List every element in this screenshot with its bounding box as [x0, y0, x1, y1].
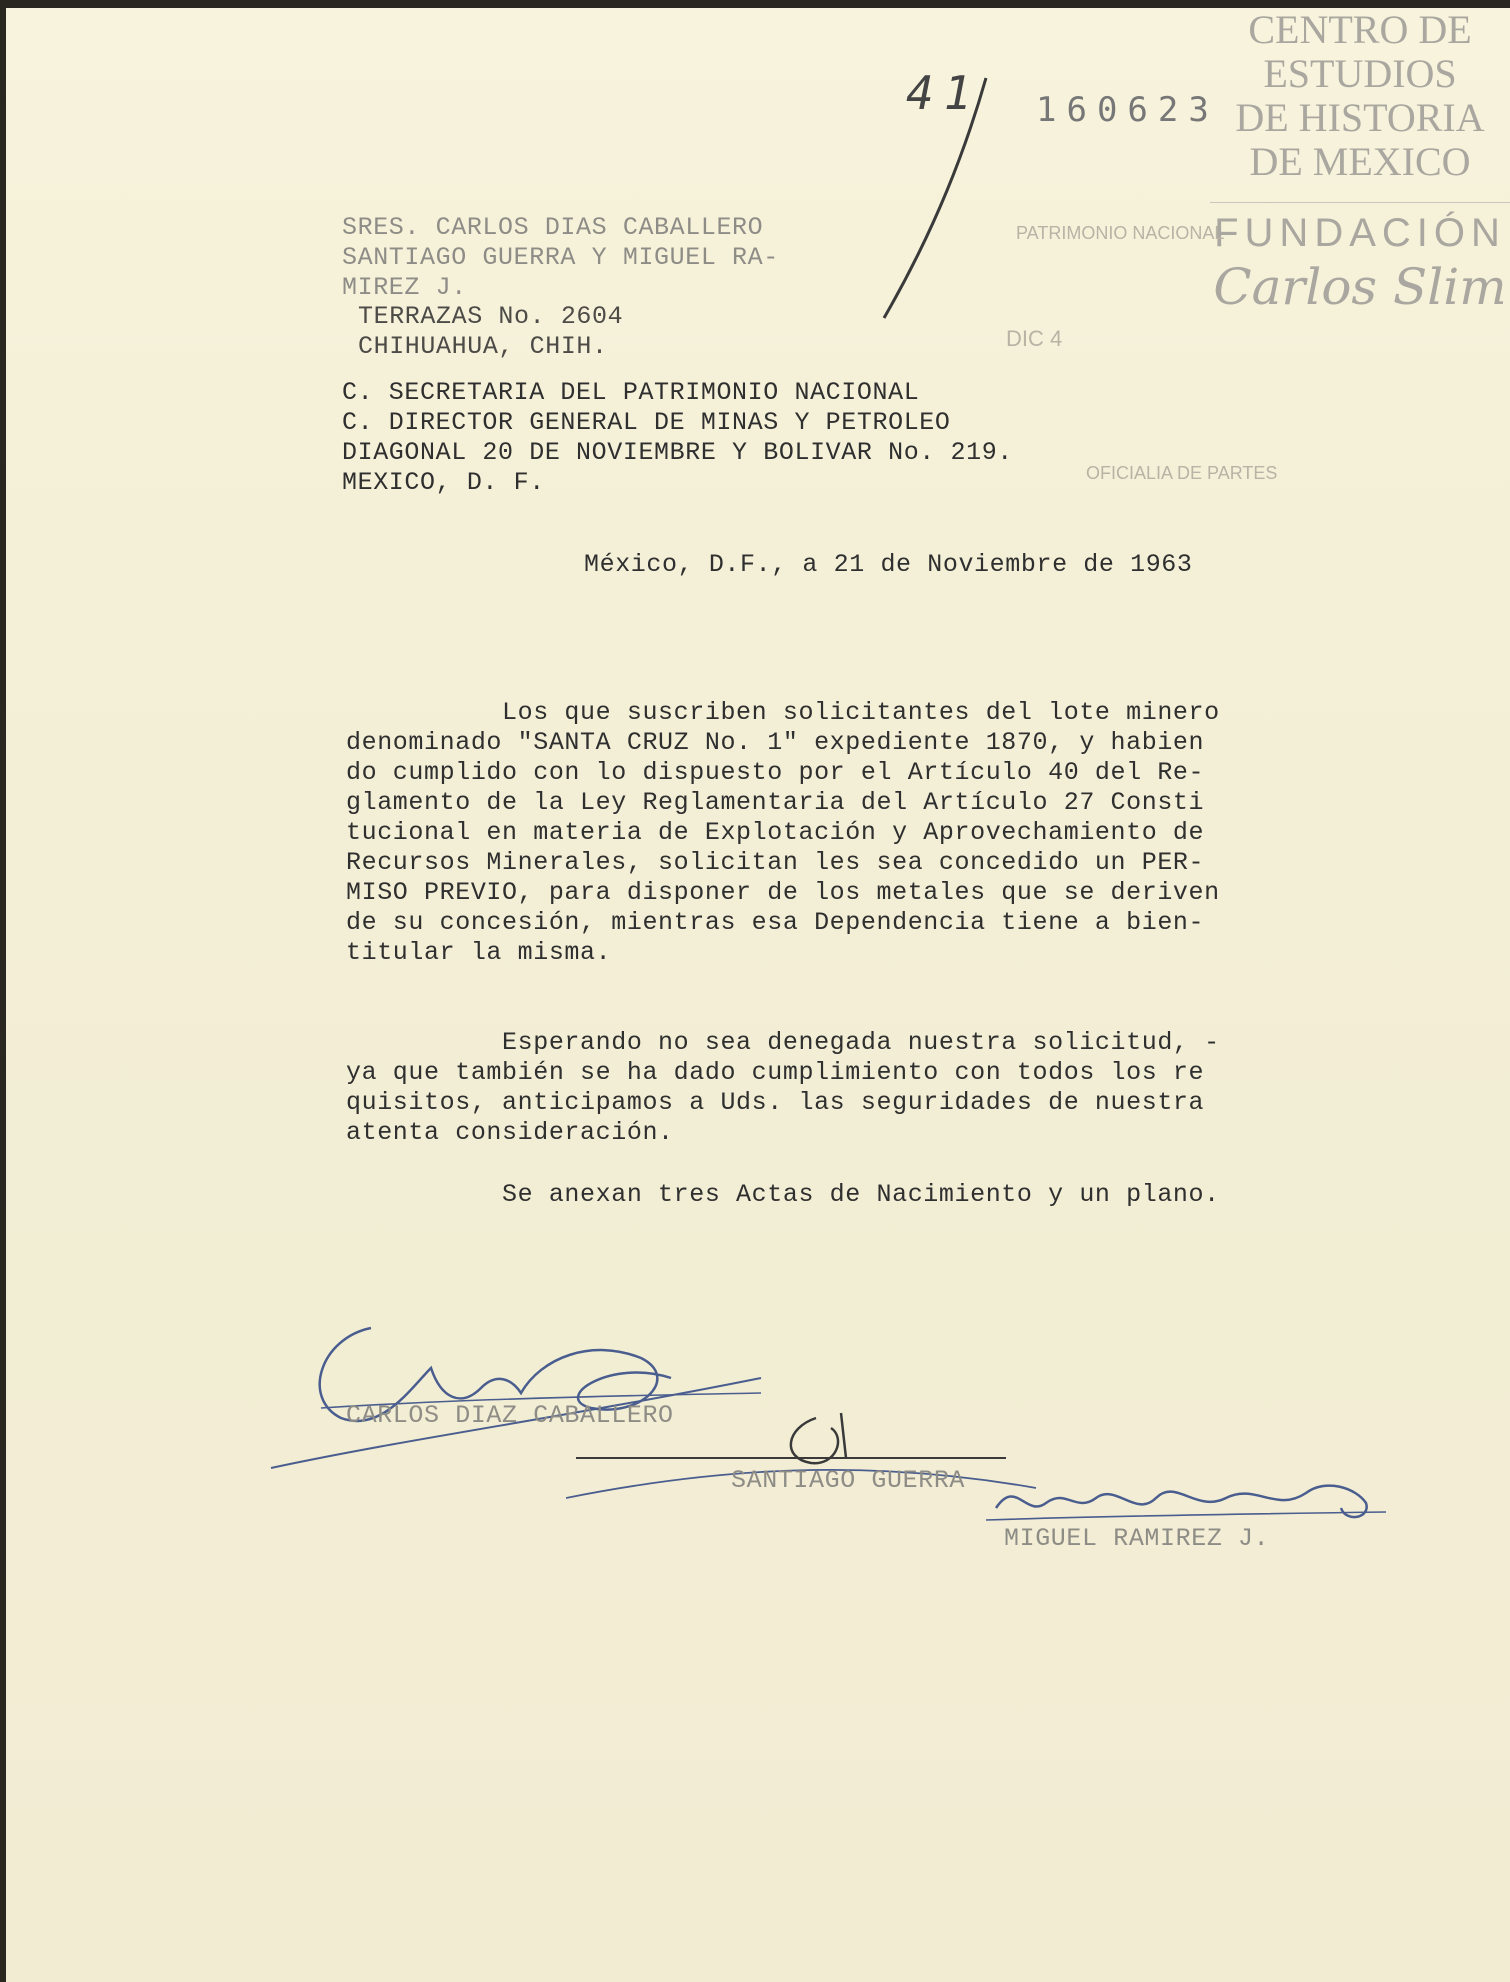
paragraph-1-line-2: denominado "SANTA CRUZ No. 1" expediente 1870, y habien: [346, 728, 1205, 757]
signatory-1-name: CARLOS DIAZ CABALLERO: [346, 1401, 674, 1430]
paragraph-1-line-9: titular la misma.: [346, 938, 612, 967]
sender-line-1: SRES. CARLOS DIAS CABALLERO: [342, 213, 764, 242]
recipient-line-3: DIAGONAL 20 DE NOVIEMBRE Y BOLIVAR No. 219.: [342, 438, 1013, 467]
paragraph-2-line-3: quisitos, anticipamos a Uds. las seguridades de nuestra: [346, 1088, 1205, 1117]
sender-line-2: SANTIAGO GUERRA Y MIGUEL RA-: [342, 243, 779, 272]
paragraph-1-line-6: Recursos Minerales, solicitan les sea concedido un PER-: [346, 848, 1205, 877]
paragraph-1-line-7: MISO PREVIO, para disponer de los metales que se deriven: [346, 878, 1220, 907]
watermark-line-4: DE MEXICO: [1249, 139, 1471, 184]
paragraph-1-line-3: do cumplido con lo dispuesto por el Artículo 40 del Re-: [346, 758, 1205, 787]
stamp-line-3: OFICIALIA DE PARTES: [1086, 463, 1278, 483]
recipient-line-2: C. DIRECTOR GENERAL DE MINAS Y PETROLEO: [342, 408, 951, 437]
paragraph-1-line-5: tucional en materia de Explotación y Aprovechamiento de: [346, 818, 1205, 847]
handwritten-slash-mark: [876, 68, 996, 328]
sender-line-4: TERRAZAS No. 2604: [358, 302, 624, 331]
stamped-file-number: 160623: [1036, 90, 1219, 130]
letter-date: México, D.F., a 21 de Noviembre de 1963: [584, 550, 1193, 579]
archive-watermark: [1210, 8, 1510, 315]
paragraph-1-line-1: Los que suscriben solicitantes del lote minero: [346, 698, 1220, 727]
stamp-line-2: DIC 4: [1006, 326, 1063, 351]
sender-line-5: CHIHUAHUA, CHIH.: [358, 332, 608, 361]
paragraph-1-line-4: glamento de la Ley Reglamentaria del Artículo 27 Consti: [346, 788, 1205, 817]
paragraph-2-line-2: ya que también se ha dado cumplimiento con todos los re: [346, 1058, 1205, 1087]
watermark-line-3: DE HISTORIA: [1235, 95, 1485, 140]
recipient-line-1: C. SECRETARIA DEL PATRIMONIO NACIONAL: [342, 378, 920, 407]
watermark-line-2: ESTUDIOS: [1263, 51, 1457, 96]
paragraph-2-line-1: Esperando no sea denegada nuestra solicitud, -: [346, 1028, 1220, 1057]
watermark-fundacion: FUNDACIÓN: [1210, 202, 1510, 259]
signatory-3-name: MIGUEL RAMIREZ J.: [1004, 1524, 1270, 1553]
paragraph-1-line-8: de su concesión, mientras esa Dependencia tiene a bien-: [346, 908, 1205, 937]
watermark-line-1: CENTRO DE: [1248, 8, 1472, 52]
paragraph-2-line-4: atenta consideración.: [346, 1118, 674, 1147]
stamp-line-1: PATRIMONIO NACIONAL: [1016, 223, 1225, 243]
handwritten-file-number: 41: [906, 66, 982, 120]
signature-santiago-guerra: [566, 1398, 1046, 1518]
sender-line-3: MIREZ J.: [342, 273, 467, 302]
recipient-line-4: MEXICO, D. F.: [342, 468, 545, 497]
signatory-2-name: SANTIAGO GUERRA: [731, 1466, 966, 1495]
paragraph-3: Se anexan tres Actas de Nacimiento y un plano.: [346, 1180, 1220, 1209]
document-page: [6, 8, 1510, 1982]
watermark-signature: Carlos Slim: [1213, 258, 1507, 316]
